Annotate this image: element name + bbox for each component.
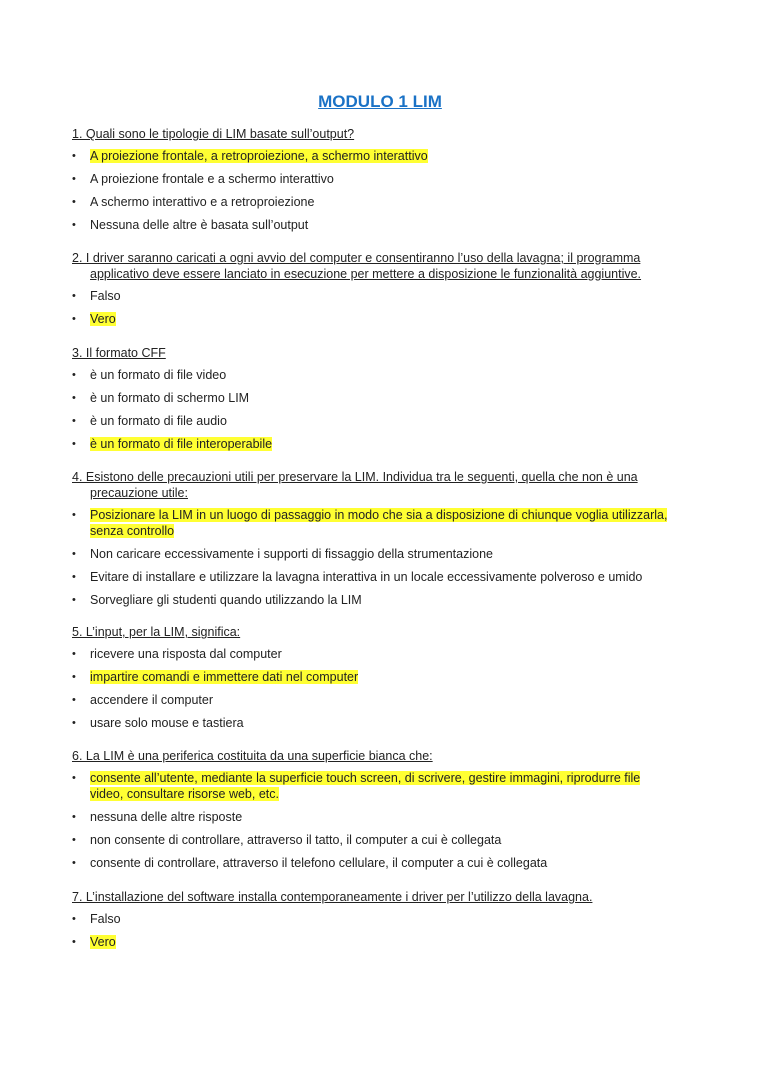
question-block-4 [72, 469, 692, 615]
option-label: accendere il computer [90, 693, 213, 707]
option-label: impartire comandi e immettere dati nel computer [90, 670, 359, 684]
options-list [72, 646, 692, 731]
option-label: Sorvegliare gli studenti quando utilizzando la LIM [90, 593, 362, 607]
option-label: consente all’utente, mediante la superficie touch screen, di scrivere, gestire immagini, riprodurre file [90, 771, 641, 785]
option-item [72, 171, 692, 187]
bullet-icon: • [72, 313, 76, 325]
question-line: 1. Quali sono le tipologie di LIM basate sull’output? [72, 127, 355, 141]
option-label: consente di controllare, attraverso il telefono cellulare, il computer a cui è collegata [90, 856, 548, 870]
option-item-correct [72, 934, 692, 950]
bullet-icon: • [72, 671, 76, 683]
option-label: Vero [90, 312, 116, 326]
option-item [72, 367, 692, 383]
options-list [72, 367, 692, 452]
question-line: 3. Il formato CFF [72, 346, 166, 360]
option-item [72, 809, 692, 825]
option-label: è un formato di file video [90, 368, 227, 382]
question-block-5 [72, 624, 692, 738]
bullet-icon: • [72, 857, 76, 869]
question-text [72, 889, 692, 905]
question-text [72, 469, 692, 501]
page-title: MODULO 1 LIM [318, 92, 442, 111]
bullet-icon: • [72, 571, 76, 583]
option-label: è un formato di file audio [90, 414, 227, 428]
bullet-icon: • [72, 811, 76, 823]
option-label: Posizionare la LIM in un luogo di passaggio in modo che sia a disposizione di chiunque voglia utilizzarla, [90, 508, 668, 522]
question-block-1 [72, 126, 692, 240]
question-line: 7. L’installazione del software installa contemporaneamente i driver per l’utilizzo della lavagna. [72, 890, 593, 904]
question-line: 2. I driver saranno caricati a ogni avvio del computer e consentiranno l’uso della lavagna; il programma [72, 251, 641, 265]
option-item [72, 692, 692, 708]
option-item [72, 217, 692, 233]
option-item [72, 546, 692, 562]
bullet-icon: • [72, 694, 76, 706]
question-block-6 [72, 748, 692, 878]
option-item [72, 832, 692, 848]
bullet-icon: • [72, 290, 76, 302]
bullet-icon: • [72, 392, 76, 404]
option-label-cont: video, consultare risorse web, etc. [90, 787, 279, 801]
option-item [72, 592, 692, 608]
bullet-icon: • [72, 594, 76, 606]
bullet-icon: • [72, 219, 76, 231]
option-label: non consente di controllare, attraverso il tatto, il computer a cui è collegata [90, 833, 502, 847]
option-item [72, 715, 692, 731]
option-item-correct [72, 669, 692, 685]
bullet-icon: • [72, 438, 76, 450]
option-label-cont: senza controllo [90, 524, 175, 538]
bullet-icon: • [72, 509, 76, 521]
option-item-correct [72, 507, 692, 539]
option-label: A proiezione frontale, a retroproiezione, a schermo interattivo [90, 149, 428, 163]
option-item [72, 288, 692, 304]
question-line: 4. Esistono delle precauzioni utili per preservare la LIM. Individua tra le seguenti, quella che non è una [72, 470, 638, 484]
bullet-icon: • [72, 772, 76, 784]
option-label: A schermo interattivo e a retroproiezione [90, 195, 315, 209]
option-label: Falso [90, 912, 121, 926]
option-label: Falso [90, 289, 121, 303]
bullet-icon: • [72, 548, 76, 560]
question-text [72, 624, 692, 640]
question-block-3 [72, 345, 692, 459]
options-list [72, 507, 692, 608]
option-item [72, 413, 692, 429]
option-label: nessuna delle altre risposte [90, 810, 243, 824]
bullet-icon: • [72, 415, 76, 427]
option-item [72, 569, 692, 585]
question-line: 6. La LIM è una periferica costituita da una superficie bianca che: [72, 749, 433, 763]
option-label: A proiezione frontale e a schermo interattivo [90, 172, 334, 186]
question-block-2 [72, 250, 692, 334]
options-list [72, 770, 692, 871]
bullet-icon: • [72, 196, 76, 208]
option-label: usare solo mouse e tastiera [90, 716, 244, 730]
option-label: è un formato di file interoperabile [90, 437, 273, 451]
bullet-icon: • [72, 717, 76, 729]
question-block-7 [72, 889, 692, 957]
question-text [72, 345, 692, 361]
bullet-icon: • [72, 834, 76, 846]
option-item [72, 911, 692, 927]
option-item [72, 855, 692, 871]
options-list [72, 911, 692, 950]
question-line: applicativo deve essere lanciato in esecuzione per mettere a disposizione le funzionalità aggiuntive. [90, 267, 642, 281]
bullet-icon: • [72, 648, 76, 660]
option-label: Non caricare eccessivamente i supporti di fissaggio della strumentazione [90, 547, 493, 561]
bullet-icon: • [72, 369, 76, 381]
question-text [72, 126, 692, 142]
bullet-icon: • [72, 173, 76, 185]
bullet-icon: • [72, 150, 76, 162]
question-line: precauzione utile: [90, 486, 188, 500]
question-text [72, 250, 692, 282]
option-label: ricevere una risposta dal computer [90, 647, 282, 661]
option-item [72, 390, 692, 406]
option-label: Vero [90, 935, 116, 949]
option-item-correct [72, 311, 692, 327]
options-list [72, 288, 692, 327]
question-line: 5. L’input, per la LIM, significa: [72, 625, 241, 639]
option-item-correct [72, 148, 692, 164]
option-label: Nessuna delle altre è basata sull’output [90, 218, 309, 232]
bullet-icon: • [72, 913, 76, 925]
option-item-correct [72, 436, 692, 452]
option-label: Evitare di installare e utilizzare la lavagna interattiva in un locale eccessivamente polveroso e umido [90, 570, 643, 584]
option-item [72, 194, 692, 210]
options-list [72, 148, 692, 233]
bullet-icon: • [72, 936, 76, 948]
option-item [72, 646, 692, 662]
option-label: è un formato di schermo LIM [90, 391, 250, 405]
option-item-correct [72, 770, 692, 802]
question-text [72, 748, 692, 764]
